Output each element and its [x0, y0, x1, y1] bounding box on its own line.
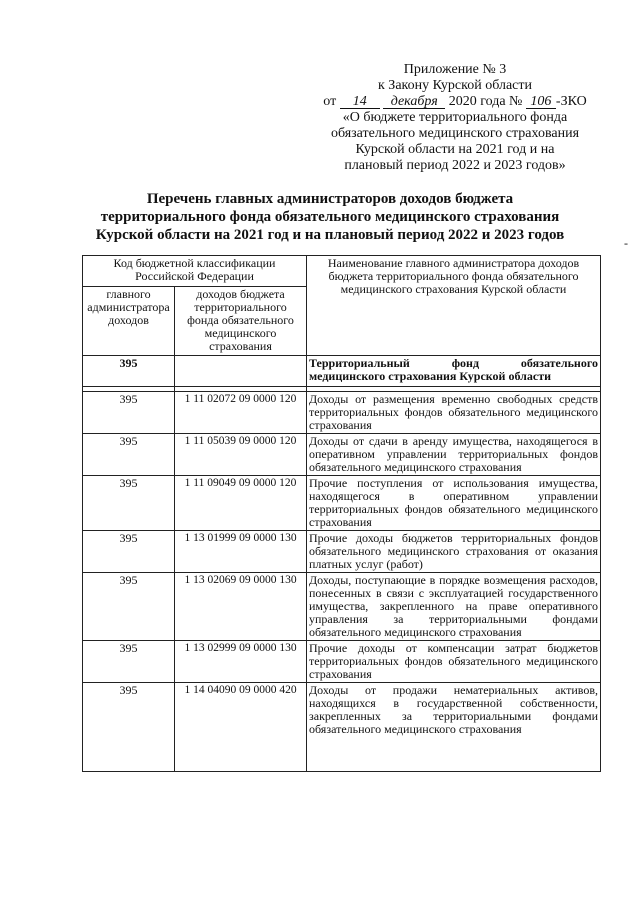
cell-admin-name: Прочие поступления от использования имущества, находящегося в оперативном управлении территориальных фондов обязательного медицинского страхования — [307, 476, 601, 531]
appendix-date-line — [290, 94, 620, 110]
table-row — [83, 531, 601, 573]
law-number: 106 — [526, 95, 556, 109]
cell-admin-code: 395 — [83, 531, 175, 573]
appendix-number: Приложение № 3 — [403, 62, 507, 77]
date-month: декабря — [383, 95, 445, 109]
cell-revenue-code: 1 13 02069 09 0000 130 — [175, 573, 307, 641]
cell-admin-name: Территориальный фонд обязательного медицинского страхования Курской области — [307, 356, 601, 387]
cell-admin-code: 395 — [83, 683, 175, 772]
appendix-law-ref: к Закону Курской области — [378, 78, 532, 93]
cell-revenue-code: 1 11 02072 09 0000 120 — [175, 392, 307, 434]
cell-revenue-code: 1 13 01999 09 0000 130 — [175, 531, 307, 573]
cell-revenue-code: 1 11 05039 09 0000 120 — [175, 434, 307, 476]
cell-admin-code: 395 — [83, 434, 175, 476]
table-row — [83, 392, 601, 434]
date-day: 14 — [340, 95, 380, 109]
cell-admin-code: 395 — [83, 476, 175, 531]
cell-admin-name: Доходы от размещения временно свободных средств территориальных фондов обязательного медицинского страхования — [307, 392, 601, 434]
date-prefix: от — [323, 94, 337, 109]
cell-admin-code: 395 — [83, 356, 175, 387]
cell-revenue-code: 1 13 02999 09 0000 130 — [175, 641, 307, 683]
administrators-table — [82, 255, 601, 772]
table-row — [83, 434, 601, 476]
title-line-1: Перечень главных администраторов доходов бюджета — [146, 191, 514, 207]
table-row — [83, 356, 601, 387]
cell-admin-name: Прочие доходы бюджетов территориальных фондов обязательного медицинского страхования от оказания платных услуг (работ) — [307, 531, 601, 573]
appendix-header — [290, 62, 620, 174]
header-revenue-code: доходов бюджета территориального фонда обязательного медицинского страхования — [175, 287, 307, 356]
cell-admin-code: 395 — [83, 392, 175, 434]
document-title — [70, 190, 590, 244]
cell-admin-code: 395 — [83, 573, 175, 641]
table-row — [83, 573, 601, 641]
appendix-law-title-4: плановый период 2022 и 2023 годов» — [344, 158, 566, 173]
title-line-3: Курской области на 2021 год и на плановый период 2022 и 2023 годов — [95, 227, 565, 243]
table-row — [83, 476, 601, 531]
table-row — [83, 683, 601, 772]
header-budget-classification: Код бюджетной классификации Российской Федерации — [83, 256, 307, 287]
law-suffix: -ЗКО — [555, 94, 587, 109]
header-main-admin: главного администратора доходов — [83, 287, 175, 356]
cell-admin-name: Прочие доходы от компенсации затрат бюджетов территориальных фондов обязательного медицинского страхования — [307, 641, 601, 683]
appendix-law-title-2: обязательного медицинского страхования — [330, 126, 580, 141]
appendix-law-title-3: Курской области на 2021 год и на — [355, 142, 555, 157]
cell-admin-name: Доходы, поступающие в порядке возмещения расходов, понесенных в связи с эксплуатацией государственного имущества, закрепленного на праве оперативного управления за территориальными фондами обязательного медицинского страхования — [307, 573, 601, 641]
cell-admin-code: 395 — [83, 641, 175, 683]
margin-mark: - — [624, 236, 628, 250]
cell-revenue-code: 1 11 09049 09 0000 120 — [175, 476, 307, 531]
table-row — [83, 641, 601, 683]
title-line-2: территориального фонда обязательного медицинского страхования — [100, 209, 560, 225]
table-header-row-1 — [83, 256, 601, 287]
date-year: 2020 года № — [448, 94, 523, 109]
cell-revenue-code: 1 14 04090 09 0000 420 — [175, 683, 307, 772]
cell-admin-name: Доходы от продажи нематериальных активов, находящихся в государственной собственности, закрепленных за территориальными фондами обязательного медицинского страхования — [307, 683, 601, 772]
appendix-law-title-1: «О бюджете территориального фонда — [342, 110, 568, 125]
cell-admin-name: Доходы от сдачи в аренду имущества, находящегося в оперативном управлении территориальных фондов обязательного медицинского страхования — [307, 434, 601, 476]
cell-revenue-code — [175, 356, 307, 387]
header-administrator-name: Наименование главного администратора доходов бюджета территориального фонда обязательного медицинского страхования Курской области — [307, 256, 601, 356]
